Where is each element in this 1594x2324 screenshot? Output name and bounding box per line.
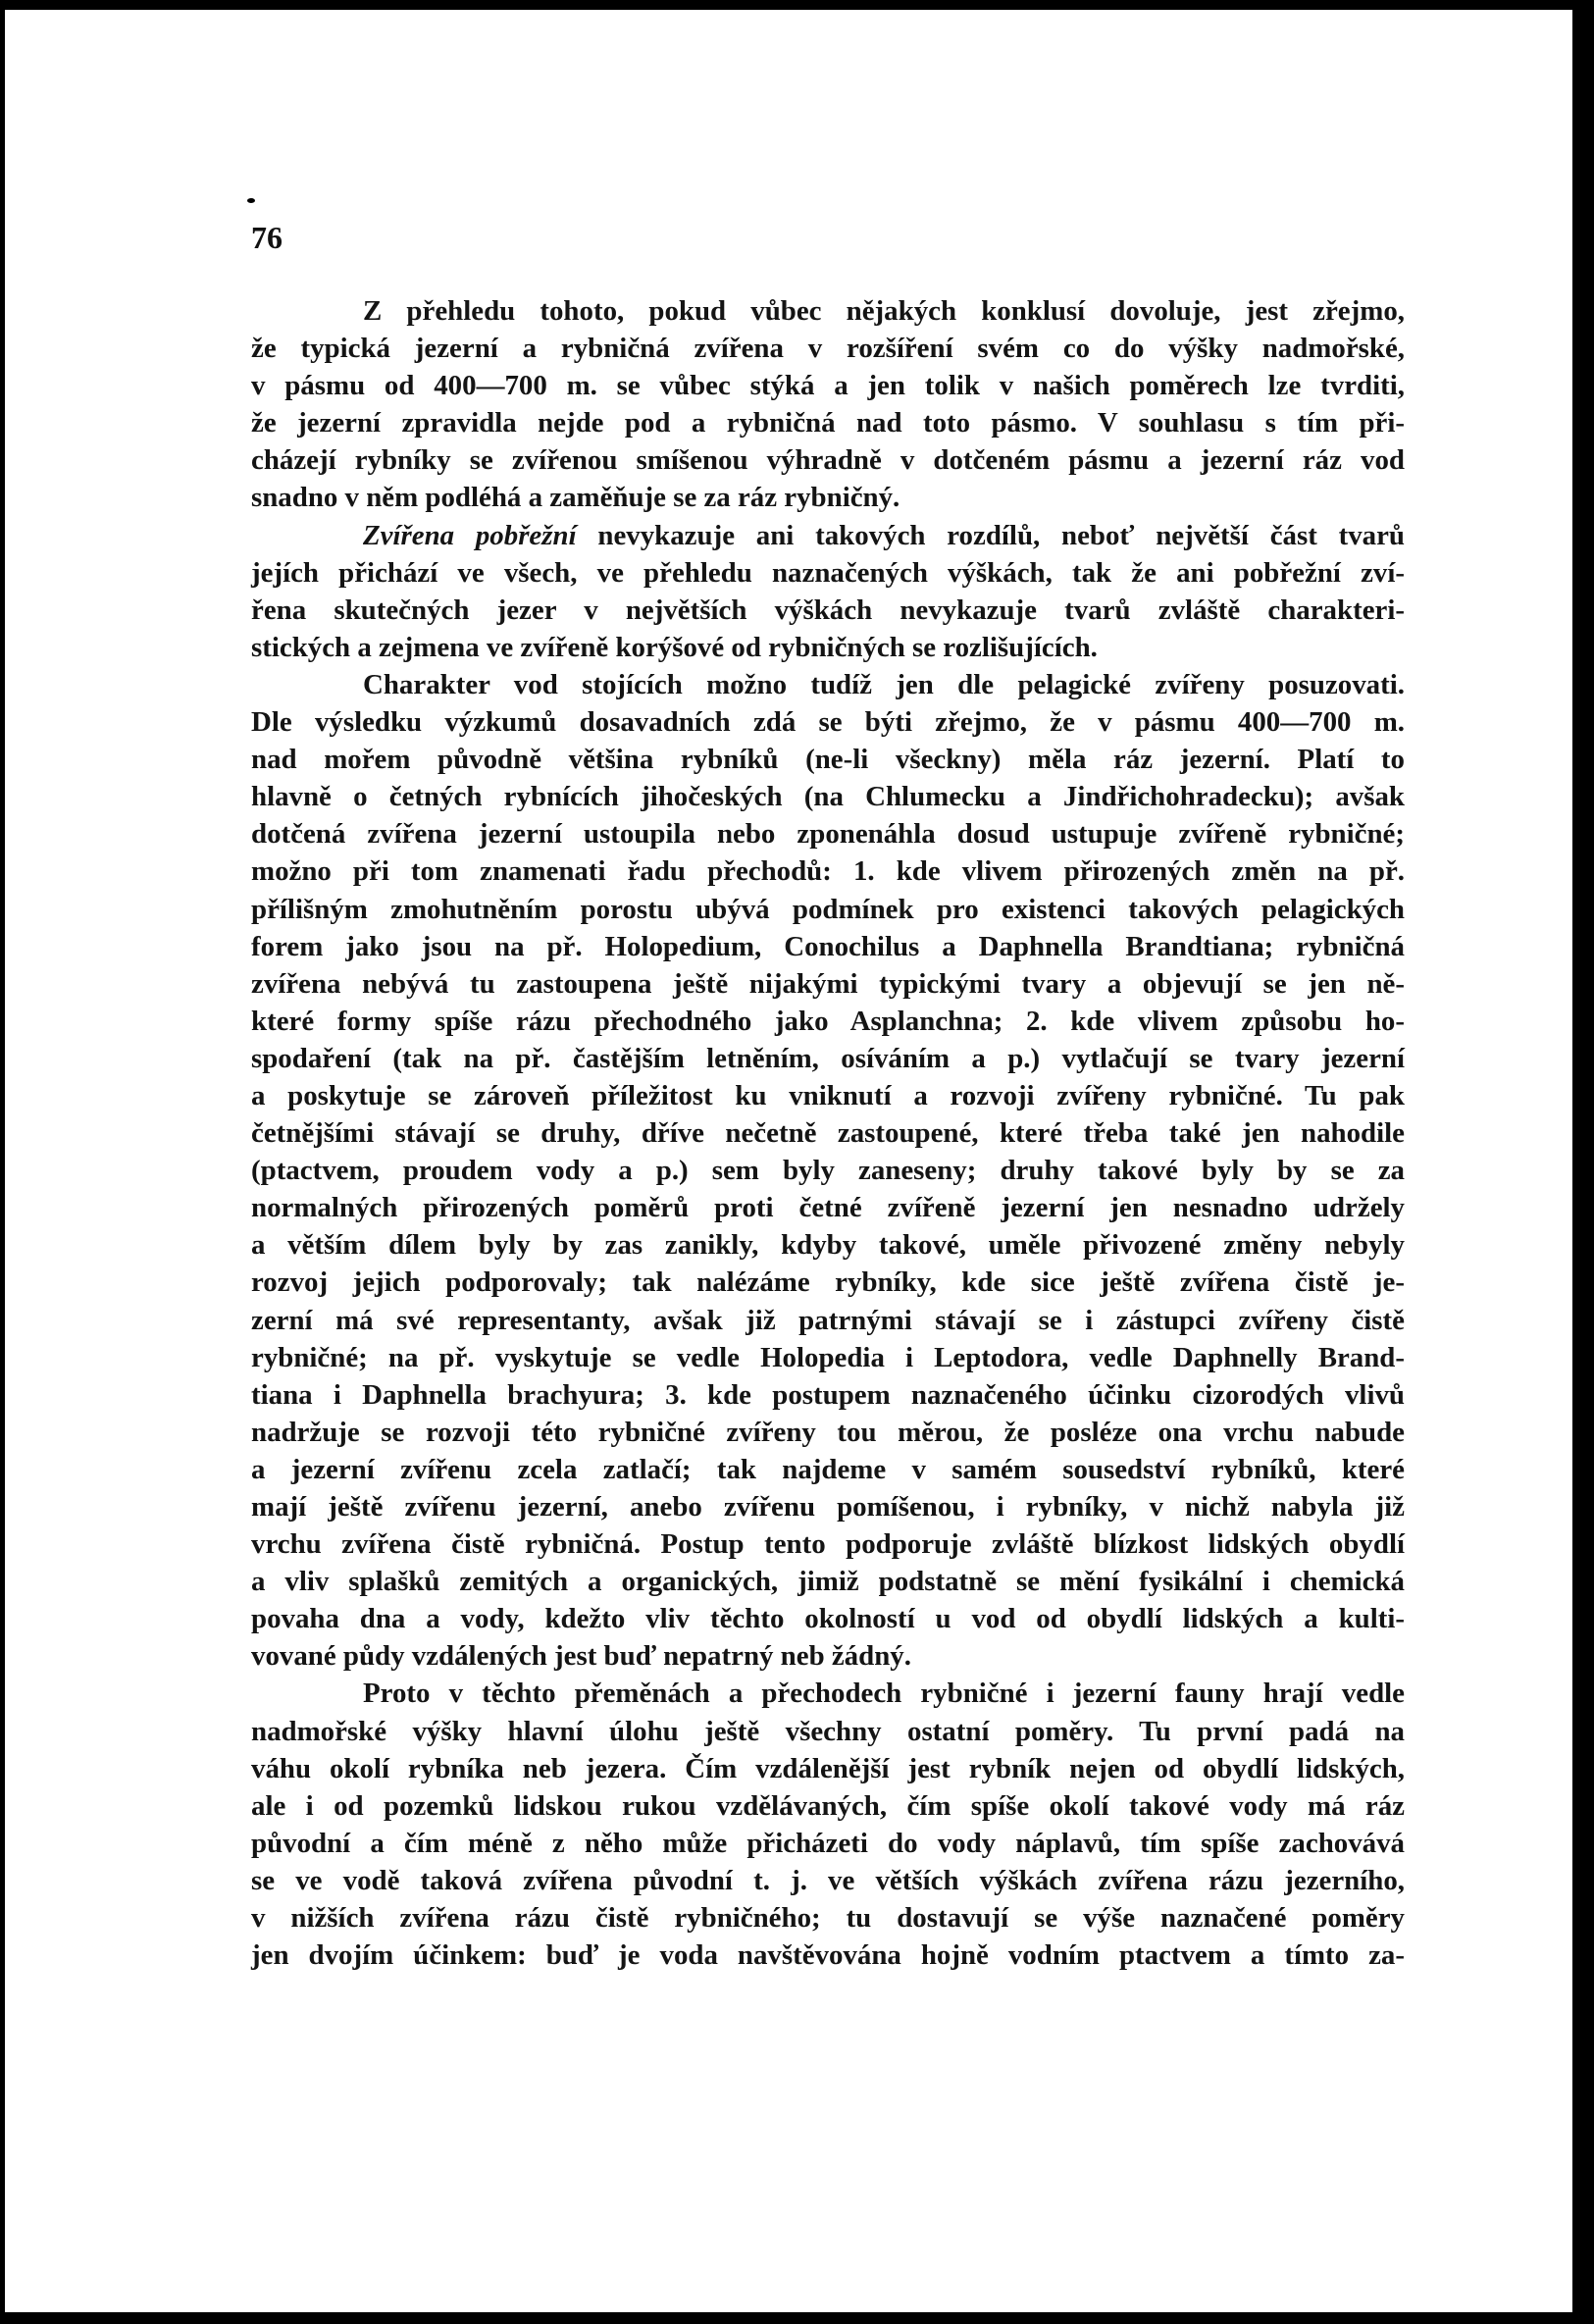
text-line: a poskytuje se zároveň příležitost ku vniknutí a rozvoji zvířeny rybničné. Tu pak: [251, 1079, 1405, 1111]
text-line: původní a čím méně z něho může přicházeti do vody náplavů, tím spíše zachovává: [251, 1827, 1405, 1859]
text-line: se ve vodě taková zvířena původní t. j. ve větších výškách zvířena rázu jezerního,: [251, 1864, 1405, 1896]
text-line: rozvoj jejich podporovaly; tak nalézáme rybníky, kde sice ještě zvířena čistě je-: [251, 1266, 1405, 1299]
text-line: nadmořské výšky hlavní úlohu ještě všechny ostatní poměry. Tu první padá na: [251, 1715, 1405, 1747]
scan-border-bottom: [0, 2312, 1594, 2324]
text-line: které formy spíše rázu přechodného jako Asplanchna; 2. kde vlivem způsobu ho-: [251, 1005, 1405, 1037]
text-line: forem jako jsou na př. Holopedium, Conochilus a Daphnella Brandtiana; rybničná: [251, 930, 1405, 962]
text-line: jejích přichází ve všech, ve přehledu naznačených výškách, tak že ani pobřežní zví-: [251, 556, 1405, 589]
scan-border-right: [1572, 0, 1594, 2324]
body-text: [251, 292, 1405, 1974]
text-line: Proto v těchto přeměnách a přechodech rybničné i jezerní fauny hrají vedle: [363, 1678, 1405, 1710]
paragraph-3: [251, 666, 1405, 1676]
text-line: spodaření (tak na př. častějším letněním, osíváním a p.) vytlačují se tvary jezerní: [251, 1042, 1405, 1074]
text-line: vrchu zvířena čistě rybničná. Postup tento podporuje zvláště blízkost lidských obydlí: [251, 1528, 1405, 1561]
text-line: [251, 517, 1405, 554]
paragraph-4: [251, 1675, 1405, 1974]
text-line: přílišným zmohutněním porostu ubývá podmínek pro existenci takových pelagických: [251, 893, 1405, 925]
ink-speck: [247, 198, 255, 203]
text-line: zvířena nebývá tu zastoupena ještě nijakými typickými tvary a objevují se jen ně-: [251, 967, 1405, 1000]
text-line: a větším dílem byly by zas zanikly, kdyby takové, uměle přivozené změny nebyly: [251, 1229, 1405, 1262]
text-line: stických a zejmena ve zvířeně korýšové od rybničných se rozlišujících.: [251, 631, 1098, 663]
text-line: Z přehledu tohoto, pokud vůbec nějakých konklusí dovoluje, jest zřejmo,: [363, 295, 1405, 327]
text-line: cházejí rybníky se zvířenou smíšenou výhradně v dotčeném pásmu a jezerní ráz vod: [251, 444, 1405, 477]
text-line: zerní má své representanty, avšak již patrnými stávají se i zástupci zvířeny čistě: [251, 1304, 1405, 1336]
text-line: hlavně o četných rybnících jihočeských (na Chlumecku a Jindřichohradecku); avšak: [251, 781, 1405, 813]
text-line: řena skutečných jezer v největších výškách nevykazuje tvarů zvláště charakteri-: [251, 594, 1405, 626]
text-line: a vliv splašků zemitých a organických, jimiž podstatně se mění fysikální i chemická: [251, 1566, 1405, 1598]
text-line: rybničné; na př. vyskytuje se vedle Holopedia i Leptodora, vedle Daphnelly Brand-: [251, 1341, 1405, 1373]
text-line: četnějšími stávají se druhy, dříve nečetně zastoupené, které třeba také jen nahodile: [251, 1117, 1405, 1150]
text-line: jen dvojím účinkem: buď je voda navštěvována hojně vodním ptactvem a tímto za-: [251, 1939, 1405, 1972]
text-line: vované půdy vzdálených jest buď nepatrný neb žádný.: [251, 1640, 911, 1673]
text-line: nadržuje se rozvoji této rybničné zvířeny tou měrou, že posléze ona vrchu nabude: [251, 1416, 1405, 1448]
text-line: nad mořem původně většina rybníků (ne-li všeckny) měla ráz jezerní. Platí to: [251, 744, 1405, 776]
text-line: Charakter vod stojících možno tudíž jen dle pelagické zvířeny posuzovati.: [363, 668, 1405, 700]
text-line: že jezerní zpravidla nejde pod a rybničná nad toto pásmo. V souhlasu s tím při-: [251, 407, 1405, 439]
text-line: snadno v něm podléhá a zaměňuje se za ráz rybničný.: [251, 482, 900, 514]
text-line: v pásmu od 400—700 m. se vůbec stýká a jen tolik v našich poměrech lze tvrditi,: [251, 370, 1405, 402]
text-line: ale i od pozemků lidskou rukou vzdělávaných, čím spíše okolí takové vody má ráz: [251, 1789, 1405, 1822]
text-line: tiana i Daphnella brachyura; 3. kde postupem naznačeného účinku cizorodých vlivů: [251, 1378, 1405, 1411]
text-line: možno při tom znamenati řadu přechodů: 1. kde vlivem přirozených změn na př.: [251, 855, 1405, 888]
scan-border-top: [0, 0, 1594, 10]
text-line: v nižších zvířena rázu čistě rybničného; tu dostavují se výše naznačené poměry: [251, 1902, 1405, 1935]
text-line: dotčená zvířena jezerní ustoupila nebo zponenáhla dosud ustupuje zvířeně rybničné;: [251, 818, 1405, 851]
page-number: 76: [251, 220, 283, 255]
text-line: a jezerní zvířenu zcela zatlačí; tak najdeme v samém sousedství rybníků, které: [251, 1453, 1405, 1485]
text-line: povaha dna a vody, kdežto vliv těchto okolností u vod od obydlí lidských a kulti-: [251, 1603, 1405, 1635]
text-line: normalných přirozených poměrů proti četné zvířeně jezerní jen nesnadno udržely: [251, 1192, 1405, 1224]
text-line: že typická jezerní a rybničná zvířena v rozšíření svém co do výšky nadmořské,: [251, 333, 1405, 365]
scan-border-left: [0, 0, 5, 2324]
text-line: (ptactvem, proudem vody a p.) sem byly zaneseny; druhy takové byly by se za: [251, 1155, 1405, 1187]
text-line: Dle výsledku výzkumů dosavadních zdá se býti zřejmo, že v pásmu 400—700 m.: [251, 706, 1405, 739]
text-fragment: nevykazuje ani takových rozdílů, neboť největší část tvarů: [576, 519, 1406, 551]
paragraph-1: [251, 292, 1405, 517]
italic-term: Zvířena pobřežní: [363, 519, 577, 551]
text-line: mají ještě zvířenu jezerní, anebo zvířenu pomíšenou, i rybníky, v nichž nabyla již: [251, 1491, 1405, 1523]
paragraph-2: [251, 517, 1405, 666]
text-line: váhu okolí rybníka neb jezera. Čím vzdálenější jest rybník nejen od obydlí lidských,: [251, 1752, 1405, 1784]
